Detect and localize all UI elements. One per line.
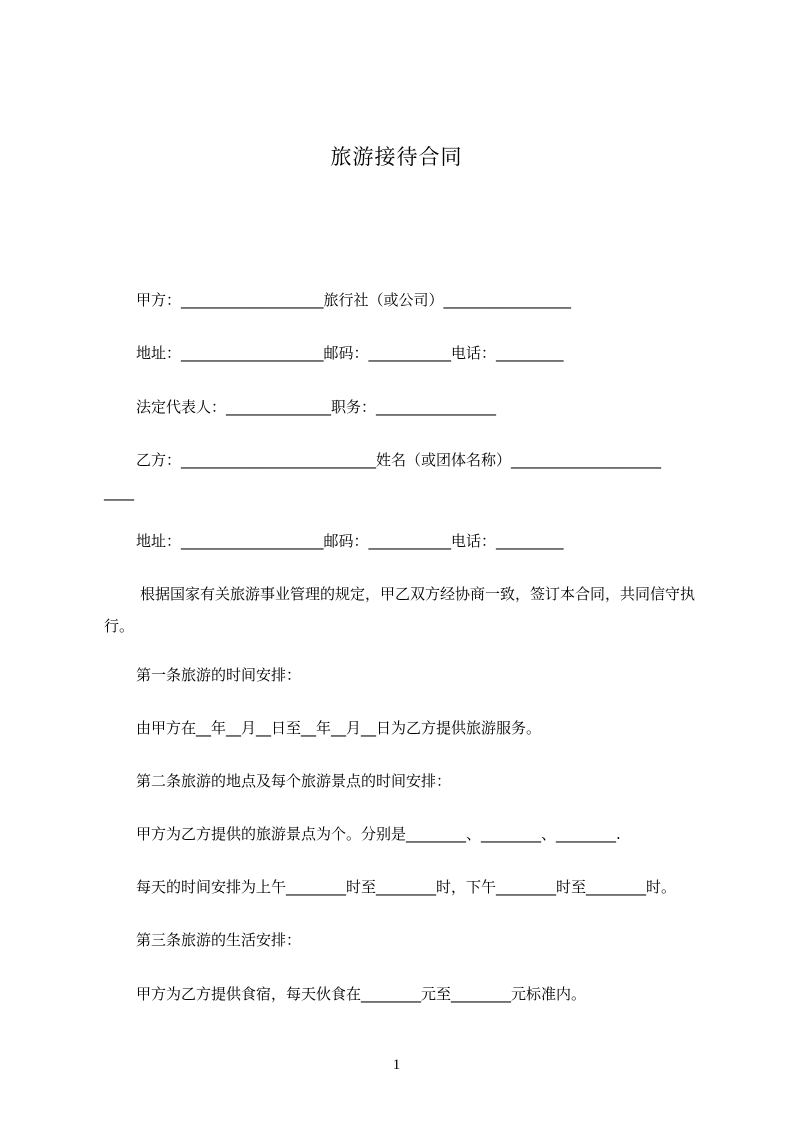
document-title: 旅游接待合同 <box>330 145 463 169</box>
article-3-meals: 甲方为乙方提供食宿，每天伙食在________元至________元标准内。 <box>136 985 587 1003</box>
party-a-line: 甲方：___________________旅行社（或公司）_________________ <box>136 291 572 309</box>
party-b-line-wrap: ____ <box>104 483 134 501</box>
preamble-paragraph: 根据国家有关旅游事业管理的规定，甲乙双方经协商一致，签订本合同，共同信守执行。 <box>104 585 696 635</box>
party-a-representative-line: 法定代表人：______________职务：________________ <box>136 398 497 416</box>
article-2-daily-schedule: 每天的时间安排为上午________时至________时，下午________时至________时。 <box>136 878 677 896</box>
article-2-spots: 甲方为乙方提供的旅游景点为个。分别是________、________、________. <box>136 825 621 843</box>
page-number: 1 <box>392 1057 401 1073</box>
party-b-line: 乙方：__________________________姓名（或团体名称）____________________ <box>136 451 662 469</box>
party-b-address-line: 地址：___________________邮码：___________电话：_________ <box>136 532 564 550</box>
article-1-heading: 第一条旅游的时间安排： <box>136 666 302 684</box>
article-2-heading: 第二条旅游的地点及每个旅游景点的时间安排： <box>136 772 452 790</box>
party-a-address-line: 地址：___________________邮码：___________电话：_________ <box>136 344 564 362</box>
article-1-text: 由甲方在__年__月__日至__年__月__日为乙方提供旅游服务。 <box>136 719 542 737</box>
article-3-heading: 第三条旅游的生活安排： <box>136 931 302 949</box>
